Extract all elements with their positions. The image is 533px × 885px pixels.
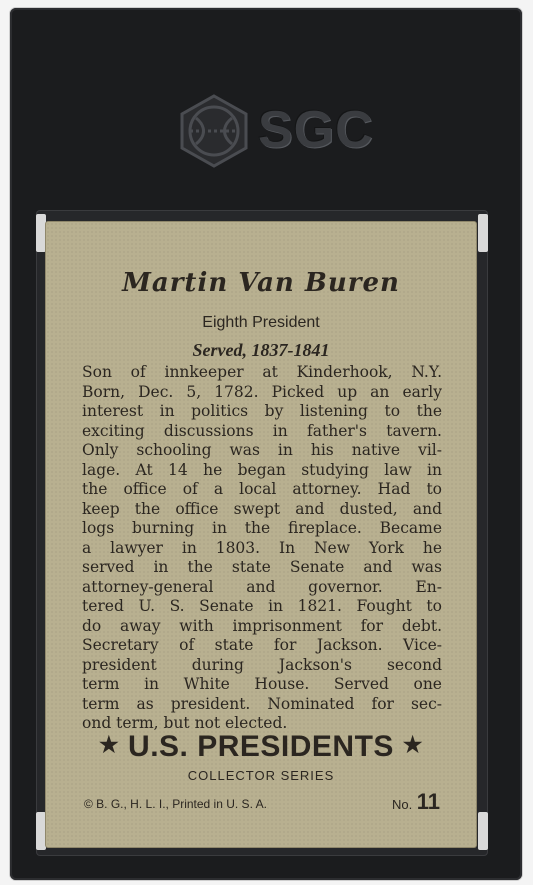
- bio-line: exciting discussions in father's tavern.: [82, 421, 442, 440]
- card-number: [392, 789, 440, 815]
- star-icon: ★: [98, 732, 120, 757]
- card-number-value: 11: [416, 789, 440, 814]
- bio-line: Son of innkeeper at Kinderhook, N.Y.: [82, 363, 442, 381]
- card-number-label: No.: [392, 797, 413, 812]
- bio-line: term in White House. Served one: [82, 675, 442, 693]
- bio-line: president during Jackson's second: [82, 655, 442, 674]
- bio-line: do away with imprisonment for debt.: [82, 616, 442, 635]
- biography-text: [82, 363, 442, 734]
- bio-line: the office of a local attorney. Had to: [82, 480, 442, 498]
- holder-clip: [478, 812, 488, 850]
- bio-line: logs burning in the fireplace. Became: [82, 519, 442, 537]
- bio-line: Only schooling was in his native vil-: [82, 441, 442, 459]
- bio-line: Secretary of state for Jackson. Vice-: [82, 636, 442, 654]
- bio-line: lage. At 14 he began studying law in: [82, 460, 442, 479]
- holder-clip: [478, 214, 488, 252]
- series-title-text: U.S. PRESIDENTS: [128, 730, 394, 763]
- bio-line: term as president. Nominated for sec-: [82, 694, 442, 713]
- series-subtitle: COLLECTOR SERIES: [187, 768, 335, 783]
- grader-logo-text: SGC: [258, 101, 374, 159]
- president-name: Martin Van Buren: [122, 268, 400, 298]
- president-ordinal: Eighth President: [202, 314, 320, 331]
- bio-line: interest in politics by listening to the: [82, 402, 442, 420]
- holder-clip: [36, 214, 46, 252]
- bio-line: a lawyer in 1803. In New York he: [82, 538, 442, 557]
- bio-line: keep the office swept and dusted, and: [82, 499, 442, 518]
- series-title: [46, 730, 476, 764]
- term-served: Served, 1837-1841: [192, 340, 330, 360]
- copyright-line: © B. G., H. L. I., Printed in U. S. A.: [84, 797, 267, 811]
- star-icon: ★: [402, 732, 424, 757]
- holder-clip: [36, 812, 46, 850]
- bio-line: served in the state Senate and was: [82, 558, 442, 576]
- bio-line: attorney-general and governor. En-: [82, 577, 442, 596]
- bio-line: tered U. S. Senate in 1821. Fought to: [82, 597, 442, 615]
- trading-card-back: [46, 222, 476, 847]
- bio-line: ond term, but not elected.: [82, 714, 288, 732]
- bio-line: Born, Dec. 5, 1782. Picked up an early: [82, 382, 442, 401]
